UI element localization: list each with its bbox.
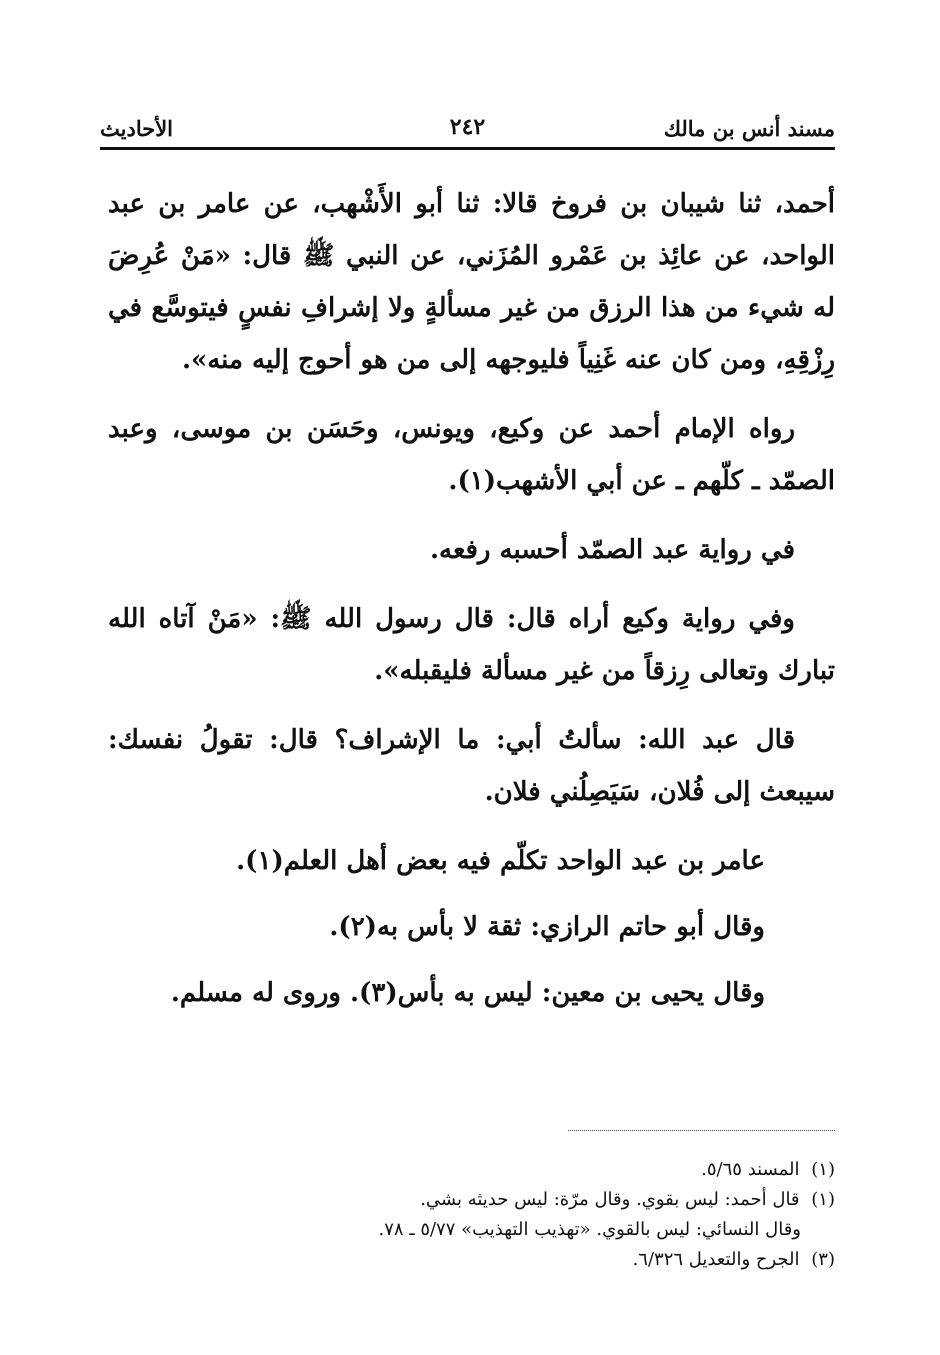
variant-note-paragraph: في رواية عبد الصمّد أحسبه رفعه.	[429, 535, 795, 565]
footnote-number: (١)	[811, 1159, 835, 1180]
running-head	[100, 112, 835, 148]
footnote	[108, 1185, 835, 1215]
narration-paragraph: رواه الإمام أحمد عن وكيع، ويونس، وحَسَن بن موسى، وعبد الصمّد ـ كلّهم ـ عن أبي الأشهب(١).	[108, 414, 835, 496]
footnote-continuation	[108, 1215, 835, 1245]
footnote-separator	[568, 1130, 835, 1131]
section-title: الأحاديث	[100, 116, 174, 141]
hadith-paragraph: أحمد، ثنا شيبان بن فروخ قالا: ثنا أبو الأَشْهب، عن عامر بن عبد الواحد، عن عائِذ بن عَمْرو المُزَني، عن النبي ﷺ قال: «مَنْ عُرِضَ له شيء من هذا الرزق من غير مسألةٍ ولا إشرافِ نفسٍ فيتوسَّع في رِزْقِهِ، ومن كان عنه غَنِياً فليوجهه إلى من هو أحوج إليه منه».	[108, 189, 835, 375]
footnote-text: قال أحمد: ليس بقوي. وقال مرّة: ليس حديثه بشي.	[420, 1189, 800, 1210]
book-title: مسند أنس بن مالك	[663, 116, 835, 141]
narrator-note: عامر بن عبد الواحد تكلّم فيه بعض أهل العلم(١).	[236, 846, 765, 876]
footnote	[108, 1155, 835, 1185]
footnote-text: الجرح والتعديل ٦/٣٢٦.	[632, 1249, 800, 1270]
header-rule	[100, 147, 835, 150]
page-number: ٢٤٢	[449, 114, 486, 140]
variant-paragraph: وفي رواية وكيع أراه قال: قال رسول الله ﷺ: «مَنْ آتاه الله تبارك وتعالى رِزقاً من غير مسألة فليقبله».	[108, 604, 835, 686]
footnote-number: (٣)	[811, 1249, 835, 1270]
footnote-number: (١)	[811, 1189, 835, 1210]
footnote-text: وقال النسائي: ليس بالقوي. «تهذيب التهذيب» ٥/٧٧ ـ ٧٨.	[378, 1219, 801, 1240]
footnotes	[108, 1155, 835, 1275]
explanation-paragraph: قال عبد الله: سألتُ أبي: ما الإشراف؟ قال: تقولُ نفسك: سيبعث إلى فُلان، سَيَصِلُني فلان.	[108, 725, 835, 807]
main-text	[108, 178, 835, 1033]
narrator-note: وقال يحيى بن معين: ليس به بأس(٣). وروى له مسلم.	[170, 978, 765, 1008]
footnote	[108, 1245, 835, 1275]
footnote-text: المسند ٥/٦٥.	[701, 1159, 800, 1180]
narrator-note: وقال أبو حاتم الرازي: ثقة لا بأس به(٢).	[329, 912, 765, 942]
